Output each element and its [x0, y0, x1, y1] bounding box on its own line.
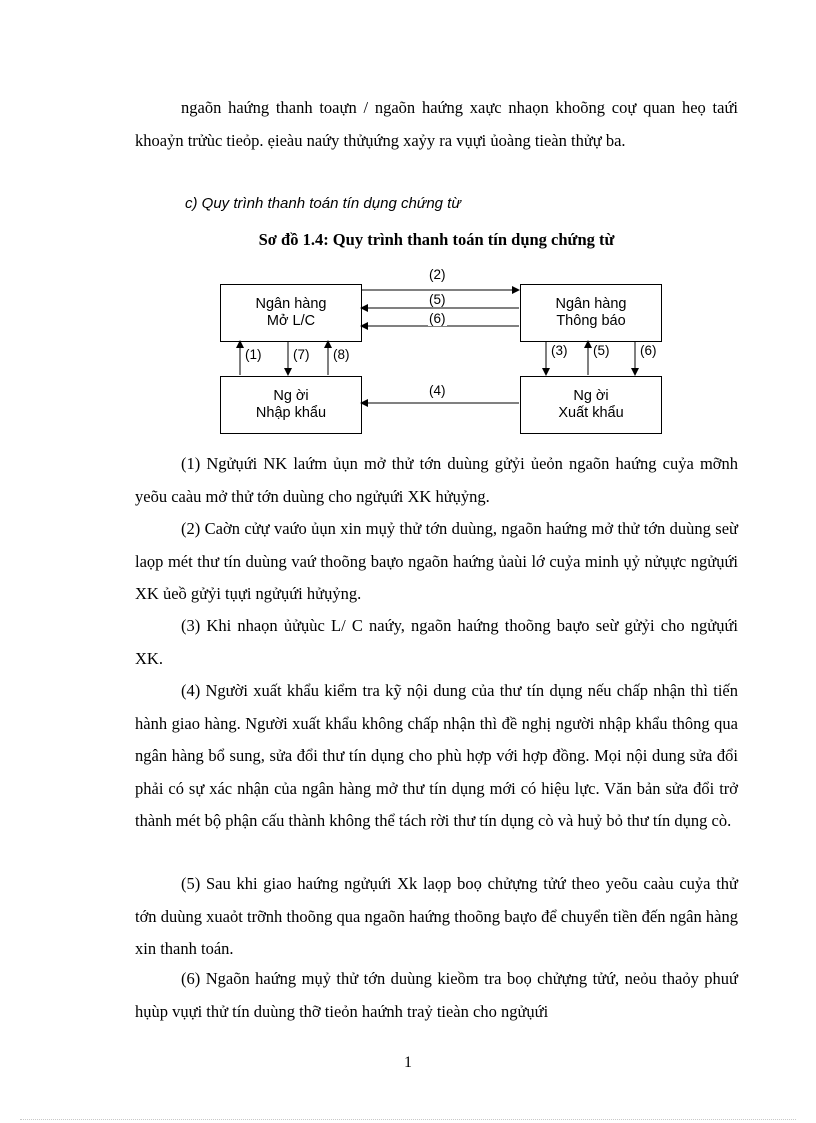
paragraph-step-5: (5) Sau khi giao haứng ngửụứi Xk laọp boọ chửựng tửứ theo yeõu caàu cuỷa thử tớn duùng xuaỏt trỡnh thoõng qua ngaõn haứng thoõng baựo để chuyển tiền đến ngân hàng xin thanh toán. [135, 874, 738, 958]
paragraph-step-6: (6) Ngaõn haứng mụỷ thử tớn duùng kieồm tra boọ chửựng tửứ, neỏu thaỏy phuứ hụùp vụựi thử tín duùng thỡ tieỏn haứnh traỷ tieàn cho ngửụứi [135, 969, 738, 1021]
diagram-caption: Sơ đồ 1.4: Quy trình thanh toán tín dụng chứng từ [258, 230, 615, 249]
importer-line1: Ng ời [273, 388, 309, 404]
paragraph-step-4: (4) Người xuất khẩu kiểm tra kỹ nội dung của thư tín dụng nếu chấp nhận thì tiến hành giao hàng. Người xuất khẩu không chấp nhận thì đề nghị người nhập khẩu thông qua ngân hàng bổ sung, sửa đổi thư tín dụng cho phù hợp với hợp đồng. Mọi nội dung sửa đổi phải có sự xác nhận của ngân hàng mở thư tín dụng mới có hiệu lực. Văn bản sửa đổi trở thành mét bộ phận cấu thành không thể tách rời thư tín dụng cò và huỷ bỏ thư tín dụng cò. [135, 681, 738, 830]
importer-line2: Nhập khẩu [255, 405, 327, 421]
page-number: 1 [404, 1054, 412, 1071]
label-step-1: (1) [245, 347, 262, 362]
paragraph-step-1: (1) Ngửụứi NK laứm ủụn mở thử tớn duùng gửỷi ủeỏn ngaõn haứng cuỷa mỡnh yeõu caàu mở thử tớn duùng cho ngửụứi XK hửụỷng. [135, 454, 738, 506]
advising-bank-box [520, 284, 662, 342]
label-step-8: (8) [333, 347, 350, 362]
label-step-5-top: (5) [429, 292, 446, 307]
label-step-4: (4) [429, 383, 446, 398]
page-bottom-border [20, 1119, 796, 1120]
label-step-3: (3) [551, 343, 568, 358]
exporter-line2: Xuất khẩu [558, 405, 624, 421]
advising-bank-line2: Thông báo [556, 313, 626, 329]
label-step-6-right: (6) [640, 343, 657, 358]
exporter-line1: Ng ời [573, 388, 609, 404]
issuing-bank-line2: Mở L/C [266, 313, 316, 329]
importer-box [220, 376, 362, 434]
label-step-7: (7) [293, 347, 310, 362]
label-step-5-right: (5) [593, 343, 610, 358]
paragraph-step-3: (3) Khi nhaọn ủửụùc L/ C naứy, ngaõn haứng thoõng baựo seừ gửỷi cho ngửụứi XK. [135, 616, 738, 668]
subheading: c) Quy trình thanh toán tín dụng chứng từ [185, 195, 461, 212]
issuing-bank-box [220, 284, 362, 342]
issuing-bank-line1: Ngân hàng [255, 296, 327, 312]
advising-bank-line1: Ngân hàng [555, 296, 627, 312]
paragraph-step-2: (2) Caờn cửự vaứo ủụn xin mụỷ thử tớn duùng, ngaõn haứng mở thử tớn duùng seừ laọp mét thư tín duùng vaứ thoõng baựo ngaõn haứng ủaùi lớ cuỷa minh ụỷ nửụực ngửụứi XK ủeồ gửỷi tụựi ngửụứi hửụỷng. [135, 519, 738, 603]
paragraph-intro: ngaõn haứng thanh toaựn / ngaõn haứng xaực nhaọn khoõng coự quan heọ taứi khoaỷn trửùc tieỏp. ẹieàu naứy thửụứng xaỷy ra vụựi ủoàng tieàn thửự ba. [135, 98, 738, 150]
exporter-box [520, 376, 662, 434]
label-step-2: (2) [429, 267, 446, 282]
label-step-6-top: (6) [429, 311, 446, 326]
